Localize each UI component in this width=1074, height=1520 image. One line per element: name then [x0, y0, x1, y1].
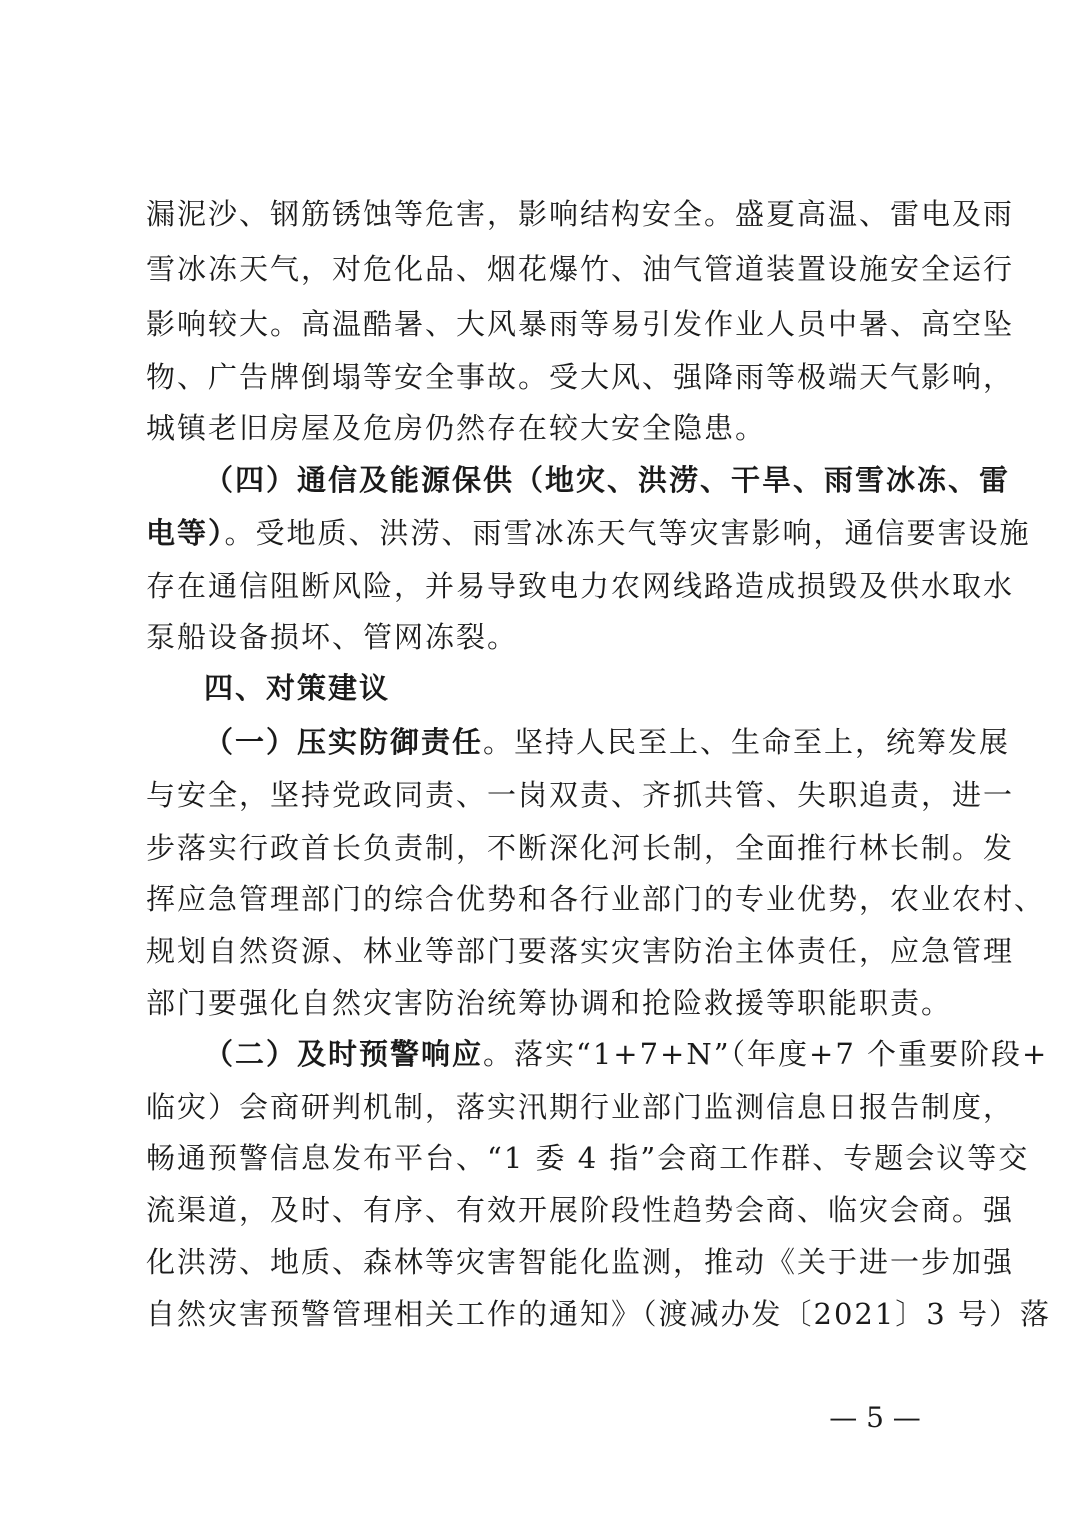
subsection-heading: （一）压实防御责任	[204, 725, 484, 759]
subsection-heading: （二）及时预警响应	[204, 1037, 484, 1071]
paragraph-line	[204, 1034, 1049, 1074]
paragraph-text: 。落实“1+7+N”（年度+7 个重要阶段+	[483, 1037, 1049, 1071]
paragraph-line: 雪冰冻天气，对危化品、烟花爆竹、油气管道装置设施安全运行	[146, 252, 1015, 286]
paragraph-line: 与安全，坚持党政同责、一岗双责、齐抓共管、失职追责，进一	[146, 778, 1015, 812]
paragraph-text: 。受地质、洪涝、雨雪冰冻天气等灾害影响，通信要害设施	[224, 516, 1031, 550]
section-heading: 四、对策建议	[204, 671, 391, 705]
paragraph-line: 畅通预警信息发布平台、“1 委 4 指”会商工作群、专题会议等交	[146, 1141, 1030, 1175]
paragraph-line: 影响较大。高温酷暑、大风暴雨等易引发作业人员中暑、高空坠	[146, 307, 1015, 341]
paragraph-line: 存在通信阻断风险，并易导致电力农网线路造成损毁及供水取水	[146, 569, 1015, 603]
paragraph-line: 挥应急管理部门的综合优势和各行业部门的专业优势，农业农村、	[146, 882, 1046, 916]
paragraph-line: 自然灾害预警管理相关工作的通知》（渡减办发〔2021〕3 号）落	[146, 1297, 1051, 1331]
paragraph-line: 步落实行政首长负责制，不断深化河长制，全面推行林长制。发	[146, 831, 1015, 865]
paragraph-line: 临灾）会商研判机制，落实汛期行业部门监测信息日报告制度，	[146, 1090, 1015, 1124]
paragraph-line: 物、广告牌倒塌等安全事故。受大风、强降雨等极端天气影响，	[146, 360, 1015, 394]
paragraph-line	[146, 513, 1031, 553]
paragraph-text: 。坚持人民至上、生命至上，统筹发展	[483, 725, 1011, 759]
subsection-heading: （四）通信及能源保供（地灾、洪涝、干旱、雨雪冰冻、雷	[204, 463, 1011, 497]
paragraph-line: 流渠道，及时、有序、有效开展阶段性趋势会商、临灾会商。强	[146, 1193, 1015, 1227]
page-number: — 5 —	[829, 1401, 921, 1434]
paragraph-line: 漏泥沙、钢筋锈蚀等危害，影响结构安全。盛夏高温、雷电及雨	[146, 197, 1015, 231]
paragraph-line: 规划自然资源、林业等部门要落实灾害防治主体责任，应急管理	[146, 934, 1015, 968]
paragraph-line: 城镇老旧房屋及危房仍然存在较大安全隐患。	[146, 411, 767, 445]
subsection-heading-continued: 电等）	[146, 516, 225, 550]
paragraph-line	[204, 722, 1011, 762]
paragraph-line: 化洪涝、地质、森林等灾害智能化监测，推动《关于进一步加强	[146, 1245, 1015, 1279]
paragraph-line: 部门要强化自然灾害防治统筹协调和抢险救援等职能职责。	[146, 986, 953, 1020]
paragraph-line: 泵船设备损坏、管网冻裂。	[146, 620, 519, 654]
